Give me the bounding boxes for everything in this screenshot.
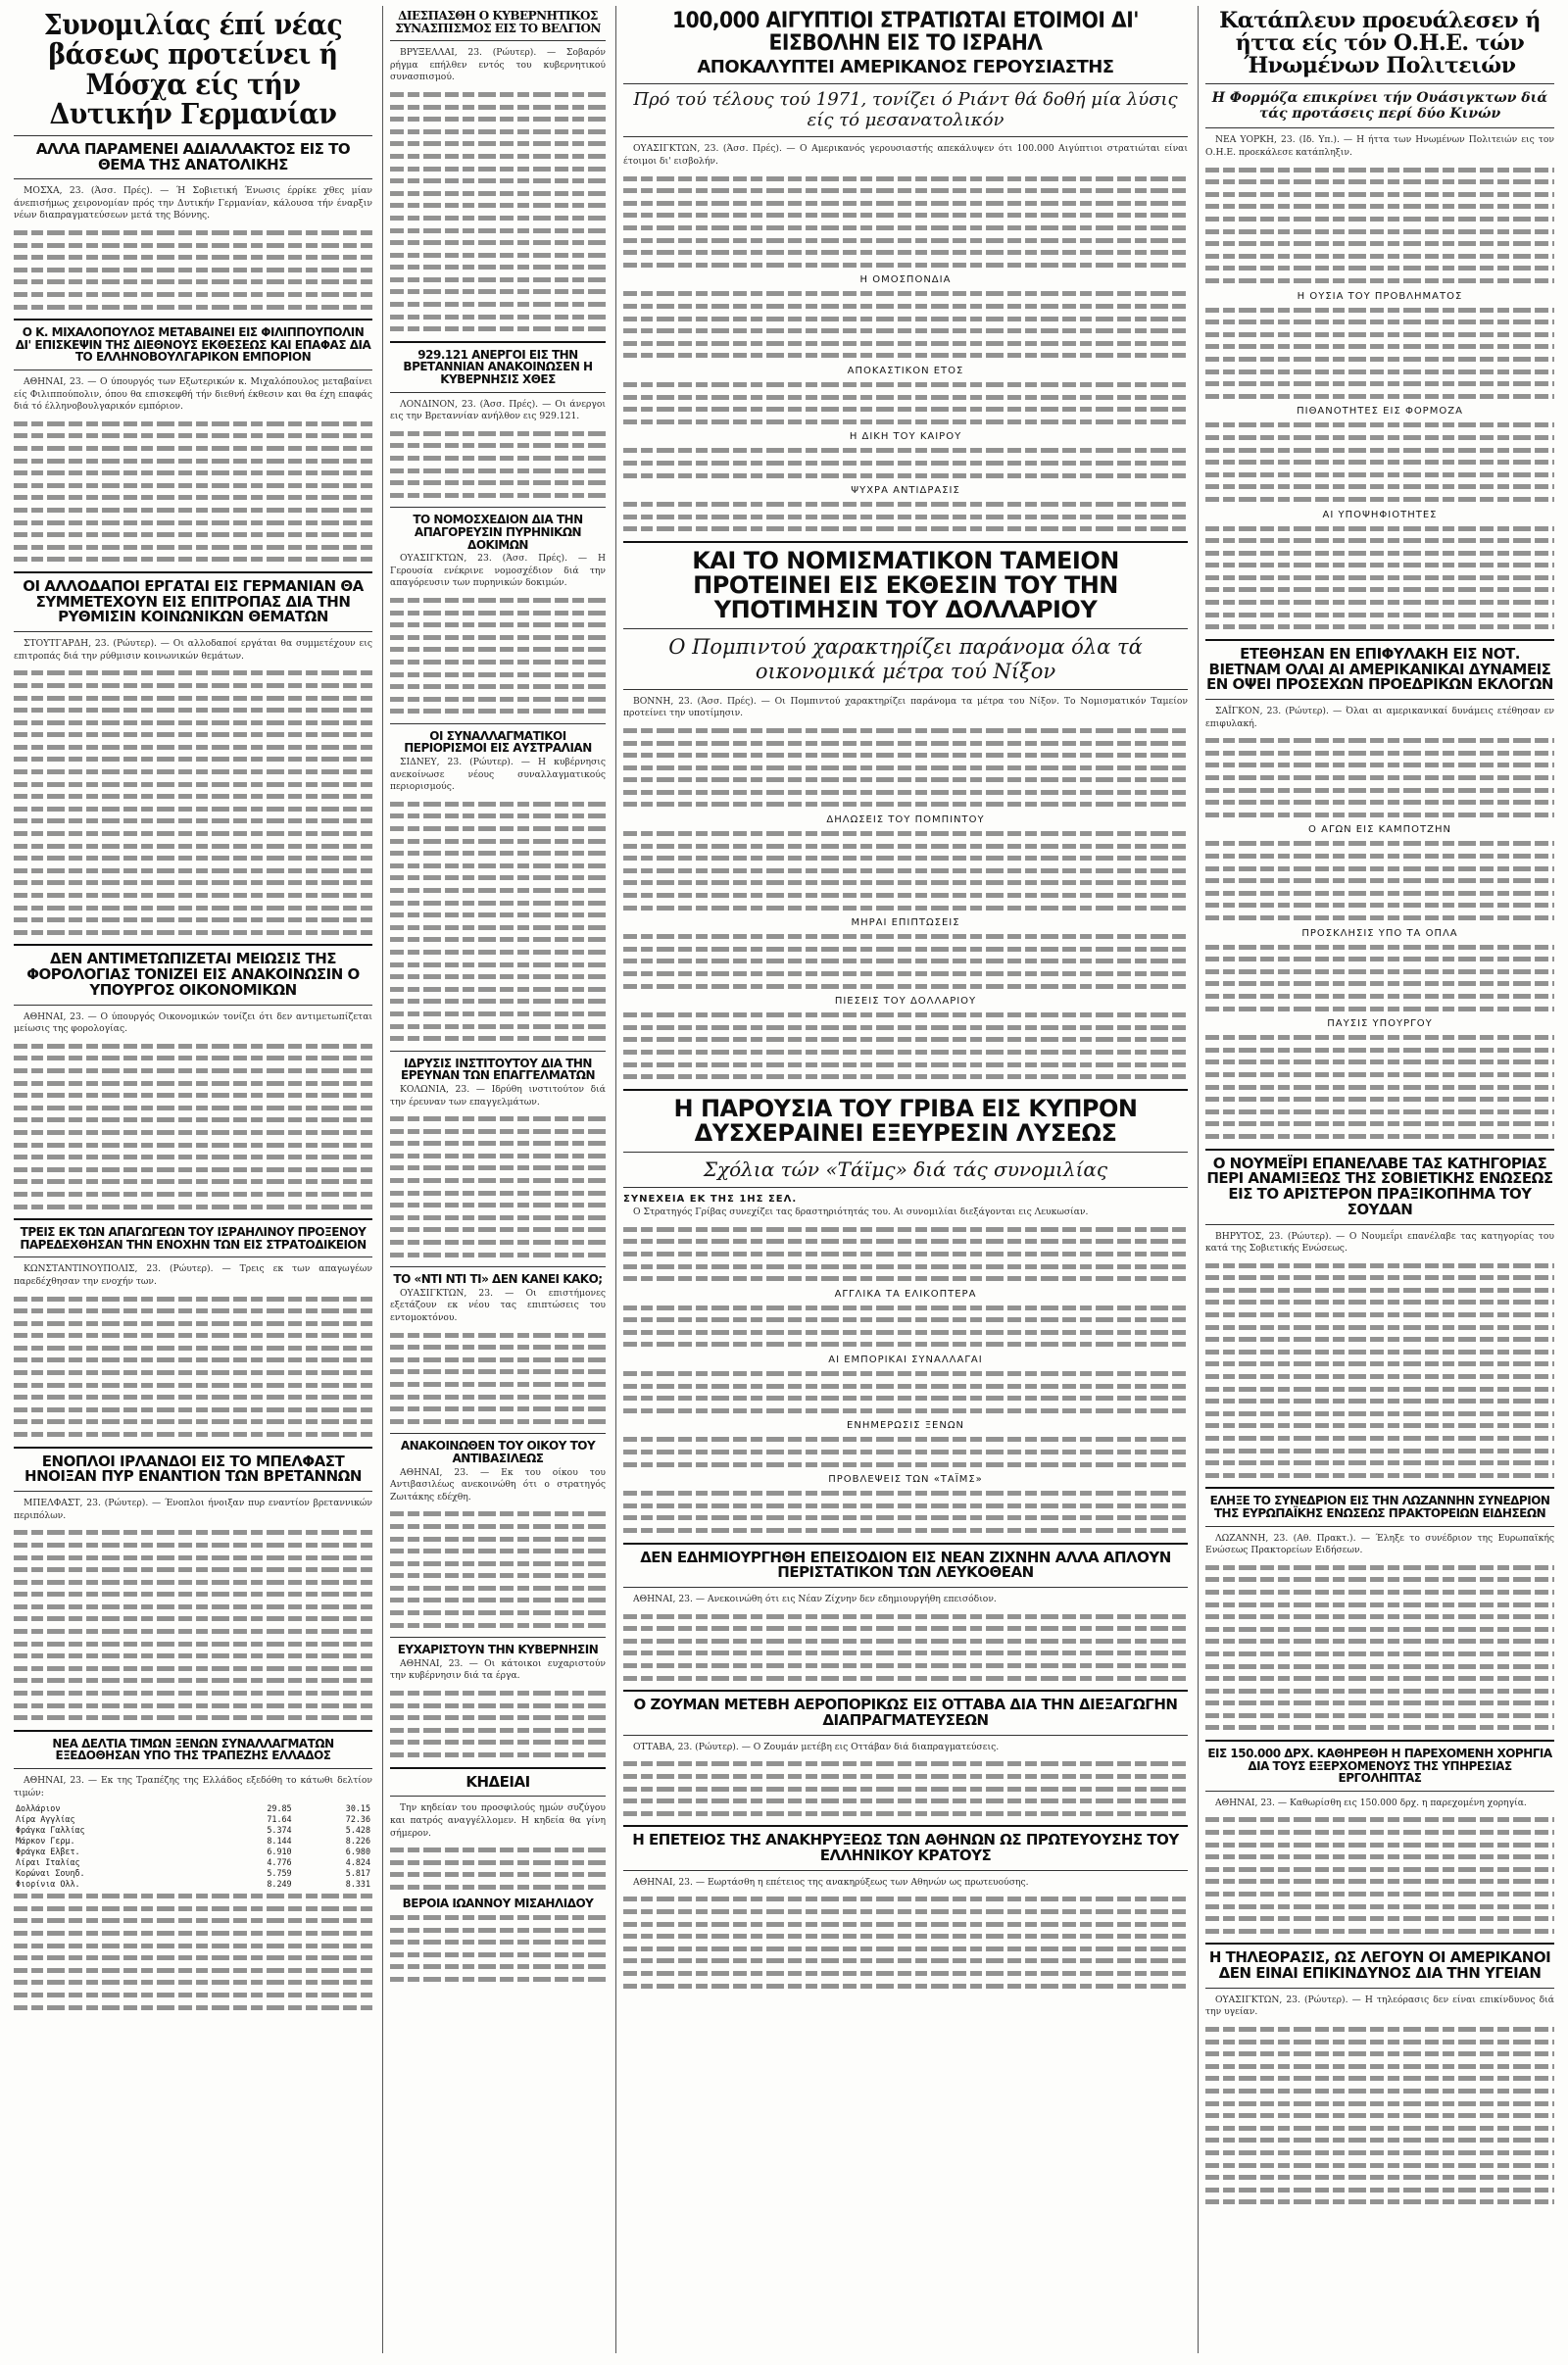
article-headline: ΕΥΧΑΡΙΣΤΟΥΝ ΤΗΝ ΚΥΒΕΡΝΗΣΙΝ xyxy=(397,1643,599,1657)
article-body: ΑΘΗΝΑΙ, 23. — Εκ του οίκου του Αντιβασιλέως ανεκοινώθη ότι ο στρατηγός Ζωιτάκης εδέχθη. xyxy=(390,1466,606,1503)
lead-subheadline: ΑΛΛΑ ΠΑΡΑΜΕΝΕΙ ΑΔΙΑΛΛΑΚΤΟΣ ΕΙΣ ΤΟ ΘΕΜΑ ΤΗΣ ΑΝΑΤΟΛΙΚΗΣ xyxy=(35,139,351,173)
main-article-body: ΟΥΑΣΙΓΚΤΩΝ, 23. (Άσσ. Πρές). — Ο Αμερικανός γερουσιαστής απεκάλυψεν ότι 100.000 Αιγύπτιοι στρατιώται είναι έτοιμοι δι' εισβολήν. xyxy=(623,143,1188,168)
column-3 xyxy=(617,6,1194,2353)
sell-rate: 72.36 xyxy=(345,1814,370,1825)
sell-rate: 5.428 xyxy=(345,1825,370,1836)
currency-name: Λίρα Αγγλίας xyxy=(16,1814,75,1825)
article-headline: ΤΟ ΝΟΜΟΣΧΕΔΙΟΝ ΔΙΑ ΤΗΝ ΑΠΑΓΟΡΕΥΣΙΝ ΠΥΡΗΝΙΚΩΝ ΔΟΚΙΜΩΝ xyxy=(413,513,583,552)
rate-row xyxy=(14,1879,372,1890)
griva-headline: Η ΠΑΡΟΥΣΙΑ ΤΟΥ ΓΡΙΒΑ ΕΙΣ ΚΥΠΡΟΝ ΔΥΣΧΕΡΑΙΝΕΙ ΕΞΕΥΡΕΣΙΝ ΛΥΣΕΩΣ xyxy=(673,1094,1138,1147)
article-headline: ΕΝΟΠΛΟΙ ΙΡΛΑΝΔΟΙ ΕΙΣ ΤΟ ΜΠΕΛΦΑΣΤ ΗΝΟΙΞΑΝ ΠΥΡ ΕΝΑΝΤΙΟΝ ΤΩΝ ΒΡΕΤΑΝΝΩΝ xyxy=(24,1452,362,1486)
currency-name: Δολλάριον xyxy=(16,1803,61,1814)
obituary-text: Την κηδείαν του προσφιλούς ημών συζύγου και πατρός αναγγέλλομεν. Η κηδεία θα γίνη σήμερον. xyxy=(390,1802,606,1839)
sell-rate: 5.817 xyxy=(345,1868,370,1879)
griva-subheadline: Σχόλια τών «Τάϊμς» διά τάς συνομιλίας xyxy=(703,1158,1108,1182)
imf-article-body: ΒΟΝΝΗ, 23. (Άσσ. Πρές). — Οι Πομπιντού χαρακτηρίζει παράνομα τα μέτρα του Νίξον. Το Νομισματικόν Ταμείον προτείνει την υποτίμησιν. xyxy=(623,695,1188,719)
section-tag: ΠΡΟΒΛΕΨΕΙΣ ΤΩΝ «ΤΑΪΜΣ» xyxy=(828,1474,983,1486)
rate-row xyxy=(14,1857,372,1868)
column-2 xyxy=(384,6,612,2353)
buy-rate: 29.85 xyxy=(267,1803,292,1814)
article-headline: ΙΔΡΥΣΙΣ ΙΝΣΤΙΤΟΥΤΟΥ ΔΙΑ ΤΗΝ ΕΡΕΥΝΑΝ ΤΩΝ ΕΠΑΓΓΕΛΜΑΤΩΝ xyxy=(401,1056,595,1083)
article-body: ΑΘΗΝΑΙ, 23. — Ο ύπουργός των Εξωτερικών κ. Μιχαλόπουλος μεταβαίνει είς Φιλιππούπολιν, όπου θα επισκεφθή τήν διεθνή έκθεσιν και θα έχη επαφάς διά τό έλληνοβουλγαρικόν εμπόριον. xyxy=(14,375,372,413)
buy-rate: 71.64 xyxy=(267,1814,292,1825)
section-tag: ΠΑΥΣΙΣ ΥΠΟΥΡΓΟΥ xyxy=(1327,1018,1433,1030)
article-headline: ΑΝΑΚΟΙΝΩΘΕΝ ΤΟΥ ΟΙΚΟΥ ΤΟΥ ΑΝΤΙΒΑΣΙΛΕΩΣ xyxy=(400,1439,596,1465)
article-headline: ΕΙΣ 150.000 ΔΡΧ. ΚΑΘΗΡΕΘΗ Η ΠΑΡΕΧΟΜΕΝΗ ΧΟΡΗΓΙΑ ΔΙΑ ΤΟΥΣ ΕΞΕΡΧΟΜΕΝΟΥΣ ΤΗΣ ΥΠΗΡΕΣΙΑΣ ΕΡΓΟΛΗΠΤΑΣ xyxy=(1207,1747,1552,1786)
rate-row xyxy=(14,1825,372,1836)
section-tag: ΠΡΟΣΚΛΗΣΙΣ ΥΠΟ ΤΑ ΟΠΛΑ xyxy=(1301,927,1458,939)
sell-rate: 8.331 xyxy=(345,1879,370,1890)
article-headline: ΕΛΗΞΕ ΤΟ ΣΥΝΕΔΡΙΟΝ ΕΙΣ ΤΗΝ ΛΩΖΑΝΝΗΝ ΣΥΝΕΔΡΙΟΝ ΤΗΣ ΕΥΡΩΠΑΪΚΗΣ ΕΝΩΣΕΩΣ ΠΡΑΚΤΟΡΕΙΩΝ ΕΙΔΗΣΕΩΝ xyxy=(1209,1494,1550,1520)
buy-rate: 5.374 xyxy=(267,1825,292,1836)
article-body: ΟΤΤΑΒΑ, 23. (Ρώυτερ). — Ο Ζουμάν μετέβη εις Οττάβαν διά διαπραγματεύσεις. xyxy=(633,1741,1000,1752)
buy-rate: 4.776 xyxy=(267,1857,292,1868)
article-body: ΚΟΛΩΝΙΑ, 23. — Ιδρύθη ινστιτούτον διά την έρευναν των επαγγελμάτων. xyxy=(390,1083,606,1108)
section-tag: ΠΙΘΑΝΟΤΗΤΕΣ ΕΙΣ ΦΟΡΜΟΖΑ xyxy=(1297,406,1463,418)
article-headline: ΔΕΝ ΕΔΗΜΙΟΥΡΓΗΘΗ ΕΠΕΙΣΟΔΙΟΝ ΕΙΣ ΝΕΑΝ ΖΙΧΝΗΝ ΑΛΛΑ ΑΠΛΟΥΝ ΠΕΡΙΣΤΑΤΙΚΟΝ ΤΩΝ ΛΕΥΚΟΘΕΑΝ xyxy=(640,1548,1171,1582)
buy-rate: 8.249 xyxy=(267,1879,292,1890)
sell-rate: 8.226 xyxy=(345,1836,370,1847)
continued-note: ΣΥΝΕΧΕΙΑ ΕΚ ΤΗΣ 1ΗΣ ΣΕΛ. xyxy=(623,1194,798,1206)
article-body: ΑΘΗΝΑΙ, 23. — Καθωρίσθη εις 150.000 δρχ. η παρεχομένη χορηγία. xyxy=(1215,1797,1527,1808)
section-tag: ΑΙ ΕΜΠΟΡΙΚΑΙ ΣΥΝΑΛΛΑΓΑΙ xyxy=(828,1355,983,1366)
main-subheadline: ΑΠΟΚΑΛΥΠΤΕΙ ΑΜΕΡΙΚΑΝΟΣ ΓΕΡΟΥΣΙΑΣΤΗΣ xyxy=(697,57,1114,78)
article-body: ΟΥΑΣΙΓΚΤΩΝ, 23. (Άσσ. Πρές). — Η Γερουσία ενέκρινε νομοσχέδιον διά την απαγόρευσιν των πυρηνικών δοκιμών. xyxy=(390,553,606,589)
section-tag: ΕΝΗΜΕΡΩΣΙΣ ΞΕΝΩΝ xyxy=(847,1420,964,1432)
rate-row xyxy=(14,1836,372,1847)
buy-rate: 6.910 xyxy=(267,1847,292,1857)
article-headline: ΤΡΕΙΣ ΕΚ ΤΩΝ ΑΠΑΓΩΓΕΩΝ ΤΟΥ ΙΣΡΑΗΛΙΝΟΥ ΠΡΟΞΕΝΟΥ ΠΑΡΕΔΕΧΘΗΣΑΝ ΤΗΝ ΕΝΟΧΗΝ ΤΩΝ ΕΙΣ ΣΤΡΑΤΟΔΙΚΕΙΟΝ xyxy=(20,1225,367,1252)
currency-name: Κορώναι Σουηδ. xyxy=(16,1868,85,1879)
un-subheadline: Η Φορμόζα επικρίνει τήν Ουάσιγκτων διά τάς προτάσεις περί δύο Κινών xyxy=(1211,90,1548,123)
main-headline: 100,000 ΑΙΓΥΠΤΙΟΙ ΣΤΡΑΤΙΩΤΑΙ ΕΤΟΙΜΟΙ ΔΙ' ΕΙΣΒΟΛΗΝ ΕΙΣ ΤΟ ΙΣΡΑΗΛ xyxy=(671,9,1140,57)
article-body: ΑΘΗΝΑΙ, 23. — Ανεκοινώθη ότι εις Νέαν Ζίχνην δεν εδημιουργήθη επεισόδιον. xyxy=(633,1594,997,1605)
buy-rate: 8.144 xyxy=(267,1836,292,1847)
article-body: ΜΠΕΛΦΑΣΤ, 23. (Ρώυτερ). — Ένοπλοι ήνοιξαν πυρ εναντίον βρεταννικών περιπόλων. xyxy=(14,1498,372,1521)
section-tag: ΜΗΡΑΙ ΕΠΙΠΤΩΣΕΙΣ xyxy=(851,917,960,929)
article-body: ΟΥΑΣΙΓΚΤΩΝ, 23. — Οι επιστήμονες εξετάζουν εκ νέου τας επιπτώσεις του εντομοκτόνου. xyxy=(390,1287,606,1323)
article-headline: Η ΤΗΛΕΟΡΑΣΙΣ, ΩΣ ΛΕΓΟΥΝ ΟΙ ΑΜΕΡΙΚΑΝΟΙ ΔΕΝ ΕΙΝΑΙ ΕΠΙΚΙΝΔΥΝΟΣ ΔΙΑ ΤΗΝ ΥΓΕΙΑΝ xyxy=(1208,1948,1551,1983)
exchange-rate-table xyxy=(14,1803,372,1890)
lead-article-body: ΜΟΣΧΑ, 23. (Άσσ. Πρές). — Ή Σοβιετική Ένωσις έρρίκε χθες μίαν άνεπισήμως χειρονομίαν πρός την Δυτικήν Γερμανίαν, κάλουσα τήν έναρξιν νέων διαπραγματεύσεων μετά της Βόννης. xyxy=(14,185,372,222)
section-tag: ΨΥΧΡΑ ΑΝΤΙΔΡΑΣΙΣ xyxy=(851,485,960,497)
article-headline: 929.121 ΑΝΕΡΓΟΙ ΕΙΣ ΤΗΝ ΒΡΕΤΑΝΝΙΑΝ ΑΝΑΚΟΙΝΩΣΕΝ Η ΚΥΒΕΡΝΗΣΙΣ ΧΘΕΣ xyxy=(403,347,593,387)
newspaper-page xyxy=(8,6,1560,2353)
section-tag: Η ΟΥΣΙΑ ΤΟΥ ΠΡΟΒΛΗΜΑΤΟΣ xyxy=(1297,290,1463,302)
imf-headline: ΚΑΙ ΤΟ ΝΟΜΙΣΜΑΤΙΚΟΝ ΤΑΜΕΙΟΝ ΠΡΟΤΕΙΝΕΙ ΕΙΣ ΕΚΘΕΣΙΝ ΤΟΥ ΤΗΝ ΥΠΟΤΙΜΗΣΙΝ ΤΟΥ ΔΟΛΛΑΡΙΟΥ xyxy=(692,546,1119,624)
article-headline: Ο Κ. ΜΙΧΑΛΟΠΟΥΛΟΣ ΜΕΤΑΒΑΙΝΕΙ ΕΙΣ ΦΙΛΙΠΠΟΥΠΟΛΙΝ ΔΙ' ΕΠΙΣΚΕΨΙΝ ΤΗΣ ΔΙΕΘΝΟΥΣ ΕΚΘΕΣΕΩΣ ΚΑΙ ΕΠΑΦΑΣ ΔΙΑ ΤΟ ΕΛΛΗΝΟΒΟΥΛΓΑΡΙΚΟΝ ΕΜΠΟΡΙΟΝ xyxy=(15,325,371,365)
article-headline: ΔΕΝ ΑΝΤΙΜΕΤΩΠΙΖΕΤΑΙ ΜΕΙΩΣΙΣ ΤΗΣ ΦΟΡΟΛΟΓΙΑΣ ΤΟΝΙΖΕΙ ΕΙΣ ΑΝΑΚΟΙΝΩΣΙΝ Ο ΥΠΟΥΡΓΟΣ ΟΙΚΟΝΟΜΙΚΩΝ xyxy=(26,950,360,999)
currency-name: Φράγκα Ελβετ. xyxy=(16,1847,80,1857)
article-body: ΚΩΝΣΤΑΝΤΙΝΟΥΠΟΛΙΣ, 23. (Ρώυτερ). — Τρεις εκ των απαγωγέων παρεδέχθησαν την ενοχήν των. xyxy=(14,1263,372,1287)
rate-row xyxy=(14,1847,372,1857)
article-body: ΛΩΖΑΝΝΗ, 23. (Αθ. Πρακτ.). — Έληξε το συνέδριον της Ευρωπαϊκής Ενώσεως Πρακτορείων Ειδήσεων. xyxy=(1205,1532,1554,1556)
article-body: ΛΟΝΔΙΝΟΝ, 23. (Άσσ. Πρές). — Οι άνεργοι εις την Βρεταννίαν ανήλθον εις 929.121. xyxy=(390,398,606,422)
buy-rate: 5.759 xyxy=(267,1868,292,1879)
currency-name: Λίραι Ιταλίας xyxy=(16,1857,80,1868)
section-tag: Η ΔΙΚΗ ΤΟΥ ΚΑΙΡΟΥ xyxy=(849,431,962,443)
article-headline: ΔΙΕΣΠΑΣΘΗ Ο ΚΥΒΕΡΝΗΤΙΚΟΣ ΣΥΝΑΣΠΙΣΜΟΣ ΕΙΣ ΤΟ ΒΕΛΓΙΟΝ xyxy=(395,9,601,35)
article-body: ΑΘΗΝΑΙ, 23. — Εκ της Τραπέζης της Ελλάδος εξεδόθη το κάτωθι δελτίον τιμών: xyxy=(14,1775,372,1798)
main-deck: Πρό τού τέλους τού 1971, τονίζει ό Ριάντ θά δοθή μία λύσις είς τό μεσανατολικόν xyxy=(633,89,1178,130)
article-body: ΑΘΗΝΑΙ, 23. — Εωρτάσθη η επέτειος της ανακηρύξεως των Αθηνών ως πρωτευούσης. xyxy=(633,1876,1029,1888)
article-headline: ΟΙ ΣΥΝΑΛΛΑΓΜΑΤΙΚΟΙ ΠΕΡΙΟΡΙΣΜΟΙ ΕΙΣ ΑΥΣΤΡΑΛΙΑΝ xyxy=(404,728,592,756)
article-headline: ΕΤΕΘΗΣΑΝ ΕΝ ΕΠΙΦΥΛΑΚΗ ΕΙΣ ΝΟΤ. ΒΙΕΤΝΑΜ ΟΛΑΙ ΑΙ ΑΜΕΡΙΚΑΝΙΚΑΙ ΔΥΝΑΜΕΙΣ ΕΝ ΟΨΕΙ ΠΡΟΣΕΧΩΝ ΠΡΟΕΔΡΙΚΩΝ ΕΚΛΟΓΩΝ xyxy=(1206,644,1553,694)
article-body: ΣΑΪΓΚΟΝ, 23. (Ρώυτερ). — Όλαι αι αμερικανικαί δυνάμεις ετέθησαν εν επιφυλακή. xyxy=(1205,706,1554,729)
currency-name: Μάρκον Γερμ. xyxy=(16,1836,75,1847)
article-headline: ΝΕΑ ΔΕΛΤΙΑ ΤΙΜΩΝ ΞΕΝΩΝ ΣΥΝΑΛΛΑΓΜΑΤΩΝ ΕΞΕΔΟΘΗΣΑΝ ΥΠΟ ΤΗΣ ΤΡΑΠΕΖΗΣ ΕΛΛΑΔΟΣ xyxy=(52,1736,334,1763)
section-tag: ΑΠΟΚΑΣΤΙΚΟΝ ΕΤΟΣ xyxy=(847,365,964,376)
article-body: ΣΤΟΥΤΓΑΡΔΗ, 23. (Ρώυτερ). — Οι αλλοδαποί εργάται θα συμμετέχουν εις επιτροπάς διά την ρύθμισιν κοινωνικών θεμάτων. xyxy=(14,638,372,662)
article-headline: ΟΙ ΑΛΛΟΔΑΠΟΙ ΕΡΓΑΤΑΙ ΕΙΣ ΓΕΡΜΑΝΙΑΝ ΘΑ ΣΥΜΜΕΤΕΧΟΥΝ ΕΙΣ ΕΠΙΤΡΟΠΑΣ ΔΙΑ ΤΗΝ ΡΥΘΜΙΣΙΝ ΚΟΙΝΩΝΙΚΩΝ ΘΕΜΑΤΩΝ xyxy=(23,576,364,626)
article-headline: Ο ΝΟΥΜΕΪΡΙ ΕΠΑΝΕΛΑΒΕ ΤΑΣ ΚΑΤΗΓΟΡΙΑΣ ΠΕΡΙ ΑΝΑΜΙΞΕΩΣ ΤΗΣ ΣΟΒΙΕΤΙΚΗΣ ΕΝΩΣΕΩΣ ΕΙΣ ΤΟ ΑΡΙΣΤΕΡΟΝ ΠΡΑΞΙΚΟΠΗΜΑ ΤΟΥ ΣΟΥΔΑΝ xyxy=(1206,1154,1553,1218)
article-body: ΒΡΥΞΕΛΛΑΙ, 23. (Ρώυτερ). — Σοβαρόν ρήγμα επήλθεν εντός του κυβερνητικού συνασπισμού. xyxy=(390,47,606,83)
sell-rate: 4.824 xyxy=(345,1857,370,1868)
un-headline: Κατάπλευν προευάλεσεν ή ήττα είς τόν Ο.Η.Ε. τών Ήνωμένων Πολιτειών xyxy=(1219,8,1541,79)
sell-rate: 30.15 xyxy=(345,1803,370,1814)
article-body: ΟΥΑΣΙΓΚΤΩΝ, 23. (Ρώυτερ). — Η τηλεόρασις δεν είναι επικίνδυνος διά την υγείαν. xyxy=(1205,1994,1554,2018)
un-article-body: ΝΕΑ ΥΟΡΚΗ, 23. (Ιδ. Υπ.). — Η ήττα των Ηνωμένων Πολιτειών εις τον Ο.Η.Ε. προεκάλεσε κατάπληξιν. xyxy=(1205,134,1554,159)
section-tag: ΠΙΕΣΕΙΣ ΤΟΥ ΔΟΛΛΑΡΙΟΥ xyxy=(834,996,977,1008)
rate-row xyxy=(14,1814,372,1825)
article-headline: Η ΕΠΕΤΕΙΟΣ ΤΗΣ ΑΝΑΚΗΡΥΞΕΩΣ ΤΩΝ ΑΘΗΝΩΝ ΩΣ ΠΡΩΤΕΥΟΥΣΗΣ ΤΟΥ ΕΛΛΗΝΙΚΟΥ ΚΡΑΤΟΥΣ xyxy=(632,1831,1179,1865)
sell-rate: 6.980 xyxy=(345,1847,370,1857)
rate-row xyxy=(14,1803,372,1814)
article-headline: Ο ΖΟΥΜΑΝ ΜΕΤΕΒΗ ΑΕΡΟΠΟΡΙΚΩΣ ΕΙΣ ΟΤΤΑΒΑ ΔΙΑ ΤΗΝ ΔΙΕΞΑΓΩΓΗΝ ΔΙΑΠΡΑΓΜΑΤΕΥΣΕΩΝ xyxy=(633,1696,1178,1730)
section-tag: Ο ΑΓΩΝ ΕΙΣ ΚΑΜΠΟΤΖΗΝ xyxy=(1308,824,1451,836)
article-body: ΒΗΡΥΤΟΣ, 23. (Ρώυτερ). — Ο Νουμεΐρι επανέλαβε τας κατηγορίας του κατά της Σοβιετικής Ενώσεως. xyxy=(1205,1230,1554,1255)
column-4 xyxy=(1200,6,1560,2353)
article-headline: ΤΟ «ΝΤΙ ΝΤΙ ΤΙ» ΔΕΝ ΚΑΝΕΙ ΚΑΚΟ; xyxy=(393,1272,603,1287)
section-tag: Η ΟΜΟΣΠΟΝΔΙΑ xyxy=(859,274,952,286)
griva-article-body: Ο Στρατηγός Γρίβας συνεχίζει τας δραστηριότητάς του. Αι συνομιλίαι διεξάγονται εις Λευκωσίαν. xyxy=(633,1207,1089,1218)
section-tag: ΑΙ ΥΠΟΨΗΦΙΟΤΗΤΕΣ xyxy=(1322,509,1438,520)
column-1 xyxy=(8,6,378,2353)
obituaries-heading: ΚΗΔΕΙΑΙ xyxy=(466,1772,530,1791)
article-body: ΑΘΗΝΑΙ, 23. — Οι κάτοικοι ευχαριστούν την κυβέρνησιν διά τα έργα. xyxy=(390,1657,606,1682)
lead-headline: Συνομιλίας έπί νέας βάσεως προτείνει ή Μόσχα είς τήν Δυτικήν Γερμανίαν xyxy=(43,8,343,131)
obituary-name: ΒΕΡΟΙΑ ΙΩΑΝΝΟΥ ΜΙΣΑΗΛΙΔΟΥ xyxy=(402,1896,594,1910)
currency-name: Φιορίνια Ολλ. xyxy=(16,1879,80,1890)
rate-row xyxy=(14,1868,372,1879)
article-body: ΑΘΗΝΑΙ, 23. — Ο ύπουργός Οικονομικών τονίζει ότι δεν αντιμετωπίζεται μείωσις της φορολογίας. xyxy=(14,1010,372,1035)
section-tag: ΑΓΓΛΙΚΑ ΤΑ ΕΛΙΚΟΠΤΕΡΑ xyxy=(834,1288,977,1300)
currency-name: Φράγκα Γαλλίας xyxy=(16,1825,85,1836)
article-body: ΣΙΔΝΕΥ, 23. (Ρώυτερ). — Η κυβέρνησις ανεκοίνωσε νέους συναλλαγματικούς περιορισμούς. xyxy=(390,757,606,793)
imf-subheadline: Ο Πομπιντού χαρακτηρίζει παράνομα όλα τά οικονομικά μέτρα τού Νίξον xyxy=(668,635,1143,683)
section-tag: ΔΗΛΩΣΕΙΣ ΤΟΥ ΠΟΜΠΙΝΤΟΥ xyxy=(826,814,985,826)
